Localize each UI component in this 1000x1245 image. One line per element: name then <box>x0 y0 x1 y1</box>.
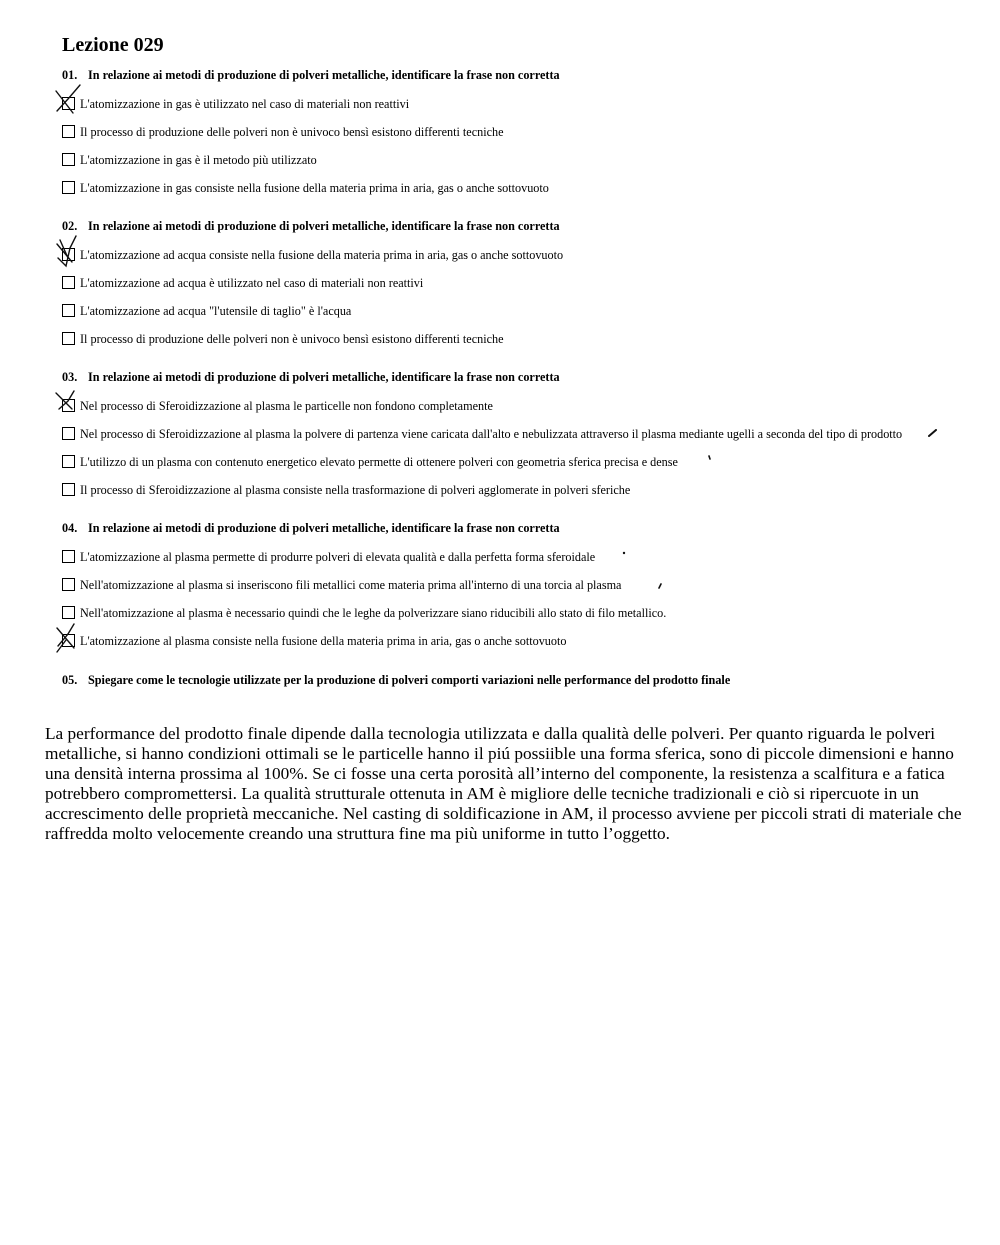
answer-checkbox[interactable] <box>62 634 75 647</box>
answer-option-text: L'atomizzazione in gas consiste nella fusione della materia prima in aria, gas o anche sottovuoto <box>80 181 549 195</box>
answer-checkbox[interactable] <box>62 399 75 412</box>
pen-stroke-icon <box>707 455 713 461</box>
question-heading <box>62 520 982 536</box>
answer-option <box>62 150 982 178</box>
pen-stroke-icon <box>622 551 627 556</box>
answer-checkbox[interactable] <box>62 483 75 496</box>
answer-option <box>62 480 982 508</box>
question-number: 05. <box>62 673 78 687</box>
answer-option <box>62 631 982 659</box>
answer-option-text: Il processo di produzione delle polveri non è univoco bensì esistono differenti tecniche <box>80 332 504 346</box>
answer-option <box>62 273 982 301</box>
answer-checkbox[interactable] <box>62 550 75 563</box>
answer-option-text: L'atomizzazione in gas è utilizzato nel caso di materiali non reattivi <box>80 97 410 111</box>
answer-option-text: Il processo di Sferoidizzazione al plasma consiste nella trasformazione di polveri agglomerate in polveri sferiche <box>80 483 631 497</box>
question-number: 03. <box>62 370 78 384</box>
answer-option <box>62 547 982 575</box>
open-answer-text: La performance del prodotto finale dipende dalla tecnologia utilizzata e dalla qualità delle polveri. Per quanto riguarda le polveri metalliche, si hanno condizioni ottimali se le particelle hanno il piú possiible una forma sferica, sono di piccole dimensioni e hanno una densità interna prossima al 100%. Se ci fosse una certa porosità all’interno del componente, la resistenza a scalfitura e a fatica potrebbero compromettersi. La qualità strutturale ottenuta in AM è migliore delle tecniche tradizionali e ciò si ripercuote in un accrescimento delle proprietà meccaniche. Nel casting di soldificazione in AM, il processo avviene per piccoli strati di materiale che raffredda molto velocemente creando una struttura fine ma più uniforme in tutto l’oggetto. <box>45 724 962 843</box>
question-05 <box>62 672 982 688</box>
answer-option-text: L'atomizzazione al plasma consiste nella fusione della materia prima in aria, gas o anche sottovuoto <box>80 634 567 648</box>
answer-option-text: L'utilizzo di un plasma con contenuto energetico elevato permette di ottenere polveri con geometria sferica precisa e dense <box>80 455 678 469</box>
question-number: 01. <box>62 68 78 82</box>
question-heading <box>62 369 982 385</box>
question-text: In relazione ai metodi di produzione di polveri metalliche, identificare la frase non corretta <box>88 370 560 384</box>
question-01 <box>62 67 982 206</box>
answer-checkbox[interactable] <box>62 125 75 138</box>
answer-option <box>62 301 982 329</box>
question-04 <box>62 520 982 659</box>
answer-option <box>62 424 982 452</box>
question-number: 04. <box>62 521 78 535</box>
answer-option <box>62 396 982 424</box>
question-text: In relazione ai metodi di produzione di polveri metalliche, identificare la frase non corretta <box>88 68 560 82</box>
answer-option <box>62 122 982 150</box>
answer-option-text: L'atomizzazione ad acqua è utilizzato nel caso di materiali non reattivi <box>80 276 424 290</box>
answer-option <box>62 329 982 357</box>
answer-checkbox[interactable] <box>62 332 75 345</box>
answer-option <box>62 94 982 122</box>
answer-option-text: L'atomizzazione al plasma permette di produrre polveri di elevata qualità e dalla perfetta forma sferoidale <box>80 550 596 564</box>
answer-checkbox[interactable] <box>62 578 75 591</box>
answer-checkbox[interactable] <box>62 606 75 619</box>
answer-checkbox[interactable] <box>62 304 75 317</box>
question-heading <box>62 67 982 83</box>
answer-option-text: Il processo di produzione delle polveri non è univoco bensì esistono differenti tecniche <box>80 125 504 139</box>
answer-option-text: Nell'atomizzazione al plasma si inseriscono fili metallici come materia prima all'interno di una torcia al plasma <box>80 578 622 592</box>
question-heading <box>62 218 982 234</box>
question-number: 02. <box>62 219 78 233</box>
answer-option <box>62 603 982 631</box>
answer-option <box>62 245 982 273</box>
question-heading <box>62 672 982 688</box>
answer-checkbox[interactable] <box>62 427 75 440</box>
answer-option-text: Nel processo di Sferoidizzazione al plasma la polvere di partenza viene caricata dall'alto e nebulizzata attraverso il plasma mediante ugelli a seconda del tipo di prodotto <box>80 427 903 441</box>
pen-stroke-icon <box>928 429 938 437</box>
answer-checkbox[interactable] <box>62 181 75 194</box>
answer-option-text: L'atomizzazione ad acqua consiste nella fusione della materia prima in aria, gas o anche sottovuoto <box>80 248 564 262</box>
answer-option <box>62 452 982 480</box>
answer-checkbox[interactable] <box>62 276 75 289</box>
answer-checkbox[interactable] <box>62 248 75 261</box>
answer-option <box>62 575 982 603</box>
question-03 <box>62 369 982 508</box>
question-text: In relazione ai metodi di produzione di polveri metalliche, identificare la frase non corretta <box>88 521 560 535</box>
question-text: Spiegare come le tecnologie utilizzate per la produzione di polveri comporti variazioni nelle performance del prodotto finale <box>88 673 731 687</box>
answer-option-text: L'atomizzazione in gas è il metodo più utilizzato <box>80 153 317 167</box>
answer-checkbox[interactable] <box>62 153 75 166</box>
pen-stroke-icon <box>657 583 663 589</box>
question-text: In relazione ai metodi di produzione di polveri metalliche, identificare la frase non corretta <box>88 219 560 233</box>
lesson-title: Lezione 029 <box>62 34 164 56</box>
answer-checkbox[interactable] <box>62 97 75 110</box>
question-02 <box>62 218 982 357</box>
answer-option-text: Nel processo di Sferoidizzazione al plasma le particelle non fondono completamente <box>80 399 493 413</box>
answer-option <box>62 178 982 206</box>
answer-checkbox[interactable] <box>62 455 75 468</box>
answer-option-text: Nell'atomizzazione al plasma è necessario quindi che le leghe da polverizzare siano riducibili allo stato di filo metallico. <box>80 606 667 620</box>
answer-option-text: L'atomizzazione ad acqua "l'utensile di taglio" è l'acqua <box>80 304 352 318</box>
